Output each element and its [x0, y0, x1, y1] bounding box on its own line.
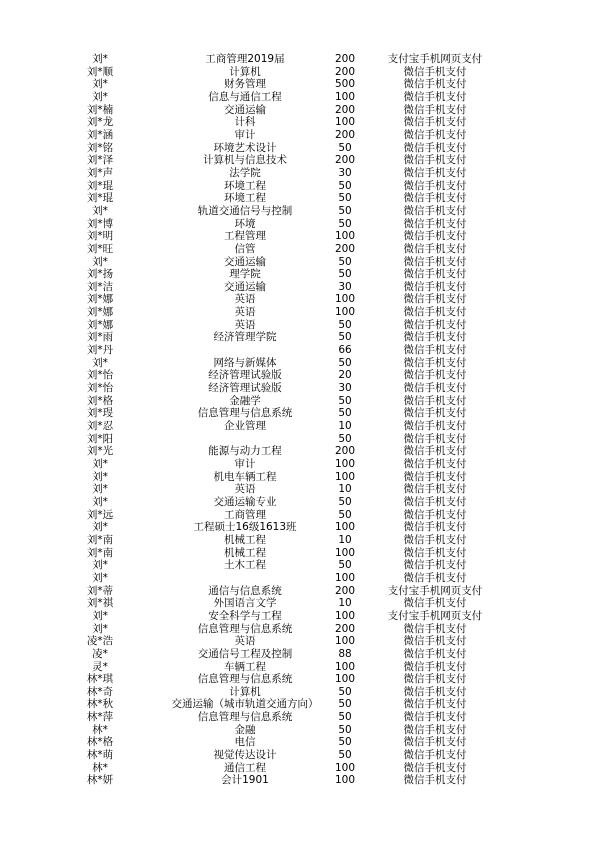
amount-cell: 100 — [334, 635, 356, 648]
amount-cell: 100 — [334, 90, 356, 103]
amount-cell: 50 — [338, 356, 352, 369]
department-cell: 信管 — [234, 242, 256, 255]
table-row — [0, 218, 600, 231]
table-row — [0, 167, 600, 180]
payment-method-cell: 微信手机支付 — [403, 546, 467, 559]
payment-method-cell: 微信手机支付 — [403, 445, 467, 458]
donor-name-cell: 刘*琝 — [86, 407, 114, 420]
table-row — [0, 483, 600, 496]
table-row — [0, 104, 600, 117]
table-row — [0, 648, 600, 661]
table-row — [0, 205, 600, 218]
amount-cell: 200 — [334, 622, 356, 635]
department-cell: 金融学 — [229, 394, 261, 407]
department-cell: 机械工程 — [224, 546, 266, 559]
donor-name-cell: 刘* — [92, 559, 108, 572]
department-cell: 车辆工程 — [224, 660, 266, 673]
department-cell: 英语 — [234, 318, 256, 331]
amount-cell: 50 — [338, 736, 352, 749]
payment-method-cell: 微信手机支付 — [403, 432, 467, 445]
donor-name-cell: 刘* — [92, 622, 108, 635]
payment-method-cell: 微信手机支付 — [403, 293, 467, 306]
amount-cell: 50 — [338, 268, 352, 281]
table-row — [0, 382, 600, 395]
payment-method-cell: 微信手机支付 — [403, 685, 467, 698]
department-cell: 机械工程 — [224, 533, 266, 546]
donor-name-cell: 林*妍 — [86, 774, 114, 787]
donor-name-cell: 灵* — [92, 660, 108, 673]
amount-cell: 20 — [338, 369, 352, 382]
department-cell: 环境工程 — [224, 192, 266, 205]
amount-cell: 100 — [334, 546, 356, 559]
donor-name-cell: 刘*雨 — [86, 331, 114, 344]
donor-name-cell: 刘*怡 — [86, 382, 114, 395]
table-row — [0, 129, 600, 142]
department-cell: 外国语言文学 — [213, 597, 277, 610]
department-cell: 视觉传达设计 — [213, 749, 277, 762]
table-row — [0, 673, 600, 686]
table-row — [0, 66, 600, 79]
payment-method-cell: 微信手机支付 — [403, 647, 467, 660]
department-cell: 交通运输（城市轨道交通方向） — [171, 698, 319, 711]
table-row — [0, 433, 600, 446]
donor-name-cell: 刘* — [92, 53, 108, 65]
payment-method-cell: 微信手机支付 — [403, 495, 467, 508]
amount-cell: 50 — [338, 407, 352, 420]
donor-name-cell: 刘*铭 — [86, 141, 114, 154]
donor-name-cell: 刘* — [92, 609, 108, 622]
amount-cell: 50 — [338, 685, 352, 698]
table-row — [0, 534, 600, 547]
table-row — [0, 180, 600, 193]
payment-method-cell: 微信手机支付 — [403, 597, 467, 610]
department-cell: 网络与新媒体 — [213, 356, 277, 369]
amount-cell: 50 — [338, 255, 352, 268]
department-cell: 工商管理 — [224, 508, 266, 521]
table-row — [0, 762, 600, 775]
amount-cell: 100 — [334, 761, 356, 774]
amount-cell: 10 — [338, 597, 352, 610]
amount-cell: 30 — [338, 280, 352, 293]
donor-name-cell: 林*萍 — [86, 711, 114, 724]
department-cell: 财务管理 — [224, 78, 266, 91]
payment-method-cell: 微信手机支付 — [403, 344, 467, 357]
donor-name-cell: 刘*琨 — [86, 192, 114, 205]
table-row — [0, 749, 600, 762]
table-row — [0, 78, 600, 91]
payment-method-cell: 微信手机支付 — [403, 698, 467, 711]
amount-cell: 50 — [338, 723, 352, 736]
amount-cell: 100 — [334, 458, 356, 470]
department-cell: 信息与通信工程 — [208, 90, 282, 103]
payment-method-cell: 微信手机支付 — [403, 280, 467, 293]
department-cell: 轨道交通信号与控制 — [197, 204, 293, 217]
department-cell: 工商管理2019届 — [205, 53, 285, 65]
table-row — [0, 623, 600, 636]
department-cell: 安全科学与工程 — [208, 609, 282, 622]
payment-method-cell: 支付宝手机网页支付 — [387, 53, 483, 65]
payment-method-cell: 微信手机支付 — [403, 382, 467, 395]
amount-cell: 50 — [338, 432, 352, 445]
payment-method-cell: 微信手机支付 — [403, 230, 467, 243]
table-row — [0, 306, 600, 319]
table-row — [0, 420, 600, 433]
department-cell: 交通运输 — [224, 103, 266, 116]
department-cell: 审计 — [234, 128, 256, 141]
payment-method-cell: 微信手机支付 — [403, 217, 467, 230]
payment-method-cell: 微信手机支付 — [403, 458, 467, 470]
donor-name-cell: 刘* — [92, 521, 108, 534]
payment-method-cell: 微信手机支付 — [403, 749, 467, 762]
table-row — [0, 471, 600, 484]
payment-method-cell: 微信手机支付 — [403, 141, 467, 154]
amount-cell: 50 — [338, 331, 352, 344]
payment-method-cell: 微信手机支付 — [403, 318, 467, 331]
table-row — [0, 585, 600, 598]
payment-method-cell: 微信手机支付 — [403, 508, 467, 521]
amount-cell: 50 — [338, 559, 352, 572]
donor-name-cell: 凌* — [92, 647, 108, 660]
payment-method-cell: 微信手机支付 — [403, 407, 467, 420]
department-cell: 土木工程 — [224, 559, 266, 572]
department-cell: 能源与动力工程 — [208, 445, 282, 458]
amount-cell: 100 — [334, 660, 356, 673]
donor-name-cell: 刘*光 — [86, 445, 114, 458]
table-row — [0, 268, 600, 281]
table-row — [0, 711, 600, 724]
payment-method-cell: 微信手机支付 — [403, 761, 467, 774]
donor-name-cell: 刘* — [92, 458, 108, 470]
department-cell: 交通运输专业 — [213, 495, 277, 508]
donor-name-cell: 刘*洁 — [86, 280, 114, 293]
payment-method-cell: 微信手机支付 — [403, 356, 467, 369]
donor-name-cell: 刘* — [92, 90, 108, 103]
department-cell: 经济管理试验版 — [208, 382, 282, 395]
amount-cell: 50 — [338, 141, 352, 154]
amount-cell: 200 — [334, 154, 356, 167]
donor-name-cell: 刘*琨 — [86, 179, 114, 192]
table-row — [0, 597, 600, 610]
donor-name-cell: 林*奇 — [86, 685, 114, 698]
department-cell: 英语 — [234, 635, 256, 648]
table-row — [0, 256, 600, 269]
payment-method-cell: 微信手机支付 — [403, 711, 467, 724]
amount-cell: 200 — [334, 65, 356, 78]
department-cell: 金融 — [234, 723, 256, 736]
table-row — [0, 91, 600, 104]
table-row — [0, 154, 600, 167]
payment-method-cell: 微信手机支付 — [403, 255, 467, 268]
department-cell: 信息管理与信息系统 — [197, 673, 293, 686]
department-cell: 工程硕士16级1613班 — [193, 521, 297, 534]
department-cell: 经济管理试验版 — [208, 369, 282, 382]
payment-method-cell: 微信手机支付 — [403, 420, 467, 433]
donor-name-cell: 林*秋 — [86, 698, 114, 711]
department-cell: 经济管理学院 — [213, 331, 277, 344]
donor-name-cell: 刘*扬 — [86, 268, 114, 281]
table-row — [0, 635, 600, 648]
department-cell: 英语 — [234, 306, 256, 319]
amount-cell: 50 — [338, 495, 352, 508]
donor-name-cell: 刘* — [92, 204, 108, 217]
donor-name-cell: 林*萌 — [86, 749, 114, 762]
table-row — [0, 142, 600, 155]
department-cell: 通信与信息系统 — [208, 584, 282, 597]
department-cell: 法学院 — [229, 166, 261, 179]
payment-method-cell: 微信手机支付 — [403, 622, 467, 635]
amount-cell: 10 — [338, 533, 352, 546]
amount-cell: 50 — [338, 698, 352, 711]
department-cell: 理学院 — [229, 268, 261, 281]
payment-method-cell: 微信手机支付 — [403, 166, 467, 179]
donor-name-cell: 刘*祺 — [86, 597, 114, 610]
table-row — [0, 610, 600, 623]
amount-cell: 10 — [338, 420, 352, 433]
amount-cell: 50 — [338, 394, 352, 407]
payment-method-cell: 微信手机支付 — [403, 204, 467, 217]
table-row — [0, 686, 600, 699]
amount-cell: 100 — [334, 230, 356, 243]
department-cell: 计算机与信息技术 — [203, 154, 287, 167]
table-row — [0, 547, 600, 560]
table-row — [0, 407, 600, 420]
table-row — [0, 724, 600, 737]
department-cell: 英语 — [234, 293, 256, 306]
amount-cell: 50 — [338, 318, 352, 331]
table-row — [0, 192, 600, 205]
payment-method-cell: 微信手机支付 — [403, 154, 467, 167]
table-row — [0, 458, 600, 471]
payment-method-cell: 微信手机支付 — [403, 116, 467, 129]
payment-method-cell: 微信手机支付 — [403, 103, 467, 116]
payment-method-cell: 微信手机支付 — [403, 242, 467, 255]
amount-cell: 88 — [338, 647, 352, 660]
amount-cell: 50 — [338, 217, 352, 230]
payment-method-cell: 微信手机支付 — [403, 635, 467, 648]
amount-cell: 100 — [334, 521, 356, 534]
donor-name-cell: 林* — [92, 723, 108, 736]
amount-cell: 10 — [338, 483, 352, 496]
payment-method-cell: 微信手机支付 — [403, 723, 467, 736]
donor-name-cell: 刘*顺 — [86, 65, 114, 78]
table-row — [0, 496, 600, 509]
department-cell: 英语 — [234, 483, 256, 496]
amount-cell: 30 — [338, 382, 352, 395]
payment-method-cell: 微信手机支付 — [403, 470, 467, 483]
table-row — [0, 53, 600, 66]
donor-name-cell: 刘* — [92, 571, 108, 584]
donor-name-cell: 刘*丹 — [86, 344, 114, 357]
table-row — [0, 698, 600, 711]
donor-name-cell: 刘*远 — [86, 508, 114, 521]
donor-name-cell: 刘*龙 — [86, 116, 114, 129]
payment-method-cell: 微信手机支付 — [403, 660, 467, 673]
amount-cell: 50 — [338, 508, 352, 521]
department-cell: 交通运输 — [224, 280, 266, 293]
donor-name-cell: 刘*阳 — [86, 432, 114, 445]
donor-name-cell: 刘*南 — [86, 533, 114, 546]
donor-name-cell: 刘*涵 — [86, 128, 114, 141]
department-cell: 交通信号工程及控制 — [197, 647, 293, 660]
amount-cell: 50 — [338, 192, 352, 205]
payment-method-cell: 微信手机支付 — [403, 559, 467, 572]
table-row — [0, 521, 600, 534]
payment-method-cell: 微信手机支付 — [403, 736, 467, 749]
payment-method-cell: 微信手机支付 — [403, 774, 467, 787]
amount-cell: 50 — [338, 711, 352, 724]
table-row — [0, 344, 600, 357]
amount-cell: 200 — [334, 53, 356, 65]
payment-method-cell: 微信手机支付 — [403, 331, 467, 344]
amount-cell: 100 — [334, 774, 356, 787]
donor-name-cell: 林*格 — [86, 736, 114, 749]
table-row — [0, 281, 600, 294]
donor-name-cell: 刘* — [92, 483, 108, 496]
table-row — [0, 230, 600, 243]
amount-cell: 100 — [334, 571, 356, 584]
table-row — [0, 395, 600, 408]
donor-name-cell: 刘*忍 — [86, 420, 114, 433]
table-row — [0, 736, 600, 749]
amount-cell: 100 — [334, 293, 356, 306]
donation-table — [0, 53, 600, 787]
donor-name-cell: 刘*旺 — [86, 242, 114, 255]
payment-method-cell: 微信手机支付 — [403, 483, 467, 496]
payment-method-cell: 支付宝手机网页支付 — [387, 609, 483, 622]
department-cell: 环境 — [234, 217, 256, 230]
table-row — [0, 243, 600, 256]
department-cell: 通信工程 — [224, 761, 266, 774]
payment-method-cell: 微信手机支付 — [403, 128, 467, 141]
payment-method-cell: 微信手机支付 — [403, 533, 467, 546]
department-cell: 计算机 — [229, 65, 261, 78]
payment-method-cell: 支付宝手机网页支付 — [387, 584, 483, 597]
department-cell: 电信 — [234, 736, 256, 749]
payment-method-cell: 微信手机支付 — [403, 673, 467, 686]
department-cell: 信息管理与信息系统 — [197, 711, 293, 724]
department-cell: 信息管理与信息系统 — [197, 407, 293, 420]
donor-name-cell: 刘* — [92, 495, 108, 508]
table-row — [0, 116, 600, 129]
department-cell: 信息管理与信息系统 — [197, 622, 293, 635]
department-cell: 机电车辆工程 — [213, 470, 277, 483]
payment-method-cell: 微信手机支付 — [403, 394, 467, 407]
table-row — [0, 572, 600, 585]
amount-cell: 100 — [334, 306, 356, 319]
payment-method-cell: 微信手机支付 — [403, 65, 467, 78]
donor-name-cell: 凌*浩 — [86, 635, 114, 648]
table-row — [0, 774, 600, 787]
table-row — [0, 445, 600, 458]
donor-name-cell: 刘* — [92, 78, 108, 91]
amount-cell: 200 — [334, 128, 356, 141]
donor-name-cell: 林*琪 — [86, 673, 114, 686]
donor-name-cell: 刘* — [92, 255, 108, 268]
amount-cell: 100 — [334, 609, 356, 622]
department-cell: 交通运输 — [224, 255, 266, 268]
table-row — [0, 559, 600, 572]
donor-name-cell: 刘* — [92, 356, 108, 369]
payment-method-cell: 微信手机支付 — [403, 268, 467, 281]
table-row — [0, 319, 600, 332]
department-cell: 计科 — [234, 116, 256, 129]
table-row — [0, 369, 600, 382]
donor-name-cell: 刘*娜 — [86, 318, 114, 331]
donor-name-cell: 刘*泽 — [86, 154, 114, 167]
amount-cell: 50 — [338, 179, 352, 192]
donor-name-cell: 刘*娜 — [86, 306, 114, 319]
department-cell: 会计1901 — [221, 774, 269, 787]
table-row — [0, 293, 600, 306]
amount-cell: 500 — [334, 78, 356, 91]
amount-cell: 100 — [334, 116, 356, 129]
donor-name-cell: 林* — [92, 761, 108, 774]
donor-name-cell: 刘*南 — [86, 546, 114, 559]
department-cell: 工程管理 — [224, 230, 266, 243]
amount-cell: 66 — [338, 344, 352, 357]
table-row — [0, 331, 600, 344]
payment-method-cell: 微信手机支付 — [403, 90, 467, 103]
table-row — [0, 661, 600, 674]
amount-cell: 100 — [334, 470, 356, 483]
donor-name-cell: 刘* — [92, 470, 108, 483]
table-row — [0, 357, 600, 370]
amount-cell: 200 — [334, 445, 356, 458]
amount-cell: 50 — [338, 204, 352, 217]
amount-cell: 50 — [338, 749, 352, 762]
donor-name-cell: 刘*蒂 — [86, 584, 114, 597]
payment-method-cell: 微信手机支付 — [403, 571, 467, 584]
payment-method-cell: 微信手机支付 — [403, 521, 467, 534]
donor-name-cell: 刘*格 — [86, 394, 114, 407]
payment-method-cell: 微信手机支付 — [403, 306, 467, 319]
donor-name-cell: 刘*怡 — [86, 369, 114, 382]
donor-name-cell: 刘*声 — [86, 166, 114, 179]
amount-cell: 200 — [334, 103, 356, 116]
payment-method-cell: 微信手机支付 — [403, 78, 467, 91]
payment-method-cell: 微信手机支付 — [403, 192, 467, 205]
donor-name-cell: 刘*楠 — [86, 103, 114, 116]
amount-cell: 30 — [338, 166, 352, 179]
department-cell: 企业管理 — [224, 420, 266, 433]
department-cell: 环境艺术设计 — [213, 141, 277, 154]
payment-method-cell: 微信手机支付 — [403, 369, 467, 382]
donor-name-cell: 刘*博 — [86, 217, 114, 230]
donor-name-cell: 刘*明 — [86, 230, 114, 243]
department-cell: 计算机 — [229, 685, 261, 698]
amount-cell: 100 — [334, 673, 356, 686]
department-cell: 审计 — [234, 458, 256, 470]
donor-name-cell: 刘*娜 — [86, 293, 114, 306]
amount-cell: 200 — [334, 584, 356, 597]
department-cell: 环境工程 — [224, 179, 266, 192]
amount-cell: 200 — [334, 242, 356, 255]
table-row — [0, 509, 600, 522]
payment-method-cell: 微信手机支付 — [403, 179, 467, 192]
